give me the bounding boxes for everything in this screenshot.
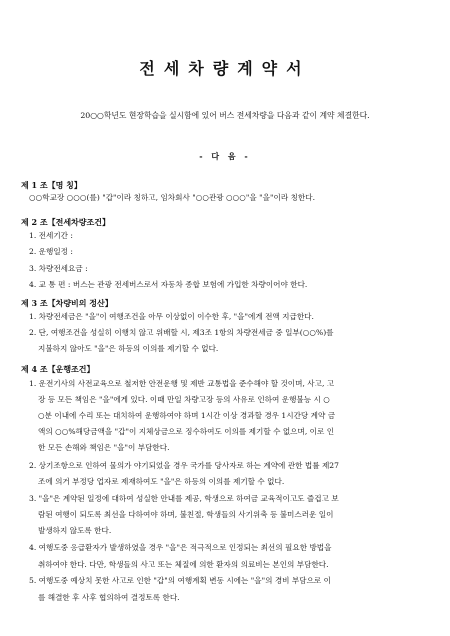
dah-heading: - 다 음 - [199,151,251,161]
intro-text: 20○○학년도 현장학습을 실시함에 있어 버스 전세차량을 다음과 같이 계약 체결한다. [80,111,370,120]
section-4-line-3: ○분 이내에 수리 또는 대치하여 운행하여야 하며 1시간 이상 경과할 경우 1시간당 계약 금 [38,411,336,420]
section-1-line-1: ○○학교장 ○○○(를) "갑"이라 칭하고, 임차회사 "○○관광 ○○○"을 "을"이라 칭한다. [29,193,315,202]
section-2-line-3: 3. 차량전세요금 : [29,264,88,273]
section-3-line-2: 2. 단, 여행조건을 성실히 이행치 않고 위배할 시, 제3조 1항의 차량전세금 중 일부(○○%)를 [29,328,334,337]
section-3-title: 제 3 조【차량비의 정산】 [21,298,113,308]
section-4-line-9: 람된 여행이 되도록 최선을 다하여야 하며, 불친절, 학생들의 사기위축 등 불미스러운 일이 [38,510,334,519]
section-4-title: 제 4 조【운행조건】 [21,364,95,374]
section-4-line-8: 3. "을"은 계약된 일정에 대하여 성실한 안내를 제공, 학생으로 하여금 교육적이고도 즐겁고 보 [29,494,339,503]
section-2-title: 제 2 조【전세차량조건】 [21,217,110,227]
section-4-line-7: 조에 의거 부정당 업자로 제재하여도 "을"은 하등의 이의를 제기할 수 없다. [38,477,285,486]
section-2-line-1: 1. 전세기간 : [29,231,73,240]
section-4-line-1: 1. 운전기사의 사전교육으로 철저한 안전운행 및 제반 교통법을 준수해야 할 것이며, 사고, 고 [29,379,335,388]
section-4-line-5: 한 모든 손해와 책임은 "을"이 부담한다. [38,443,170,452]
section-4-line-10: 발생하지 않도록 한다. [38,526,112,535]
section-1-title: 제 1 조【명 칭】 [21,180,82,190]
section-3-line-1: 1. 차량전세금은 "을"이 여행조건을 아무 이상없이 이수한 후, "을"에게 전액 지급한다. [29,312,314,321]
section-4-line-11: 4. 여행도중 응급환자가 발생하였을 경우 "을"은 적극적으로 인정되는 최선의 필요한 방법을 [29,543,332,552]
section-2-line-4: 4. 교 통 편 : 버스는 관광 전세버스로서 자동차 종합 보험에 가입한 차량이어야 한다. [29,280,308,289]
section-4-line-2: 장 등 모든 책임은 "을"에게 있다. 이때 만일 차량고장 등의 사유로 인하여 운행불능 시 ○ [38,395,330,404]
section-3-line-3: 지불하지 않아도 "을"은 하등의 이의를 제기할 수 없다. [38,344,219,353]
section-4-line-13: 5. 여행도중 예상치 못한 사고로 인한 "갑"의 여행계획 변동 시에는 "을"의 경비 부담으로 이 [29,576,332,585]
section-4-line-12: 취하여야 한다. 다만, 학생들의 사고 또는 체질에 의한 환자의 의료비는 본인의 부담한다. [38,560,329,569]
section-4-line-14: 를 해결한 후 사후 협의하여 결정토록 한다. [38,593,180,602]
section-4-line-4: 액의 ○○%해당금액을 "갑"이 지체상금으로 징수하여도 이의를 제기할 수 없으며, 이로 인 [38,427,335,436]
section-4-line-6: 2. 상기조항으로 인하여 물의가 야기되었을 경우 국가를 당사자로 하는 계약에 관한 법률 제27 [29,461,339,470]
section-2-line-2: 2. 운행일정 : [29,247,73,256]
page-title: 전세차량계약서 [139,59,311,78]
